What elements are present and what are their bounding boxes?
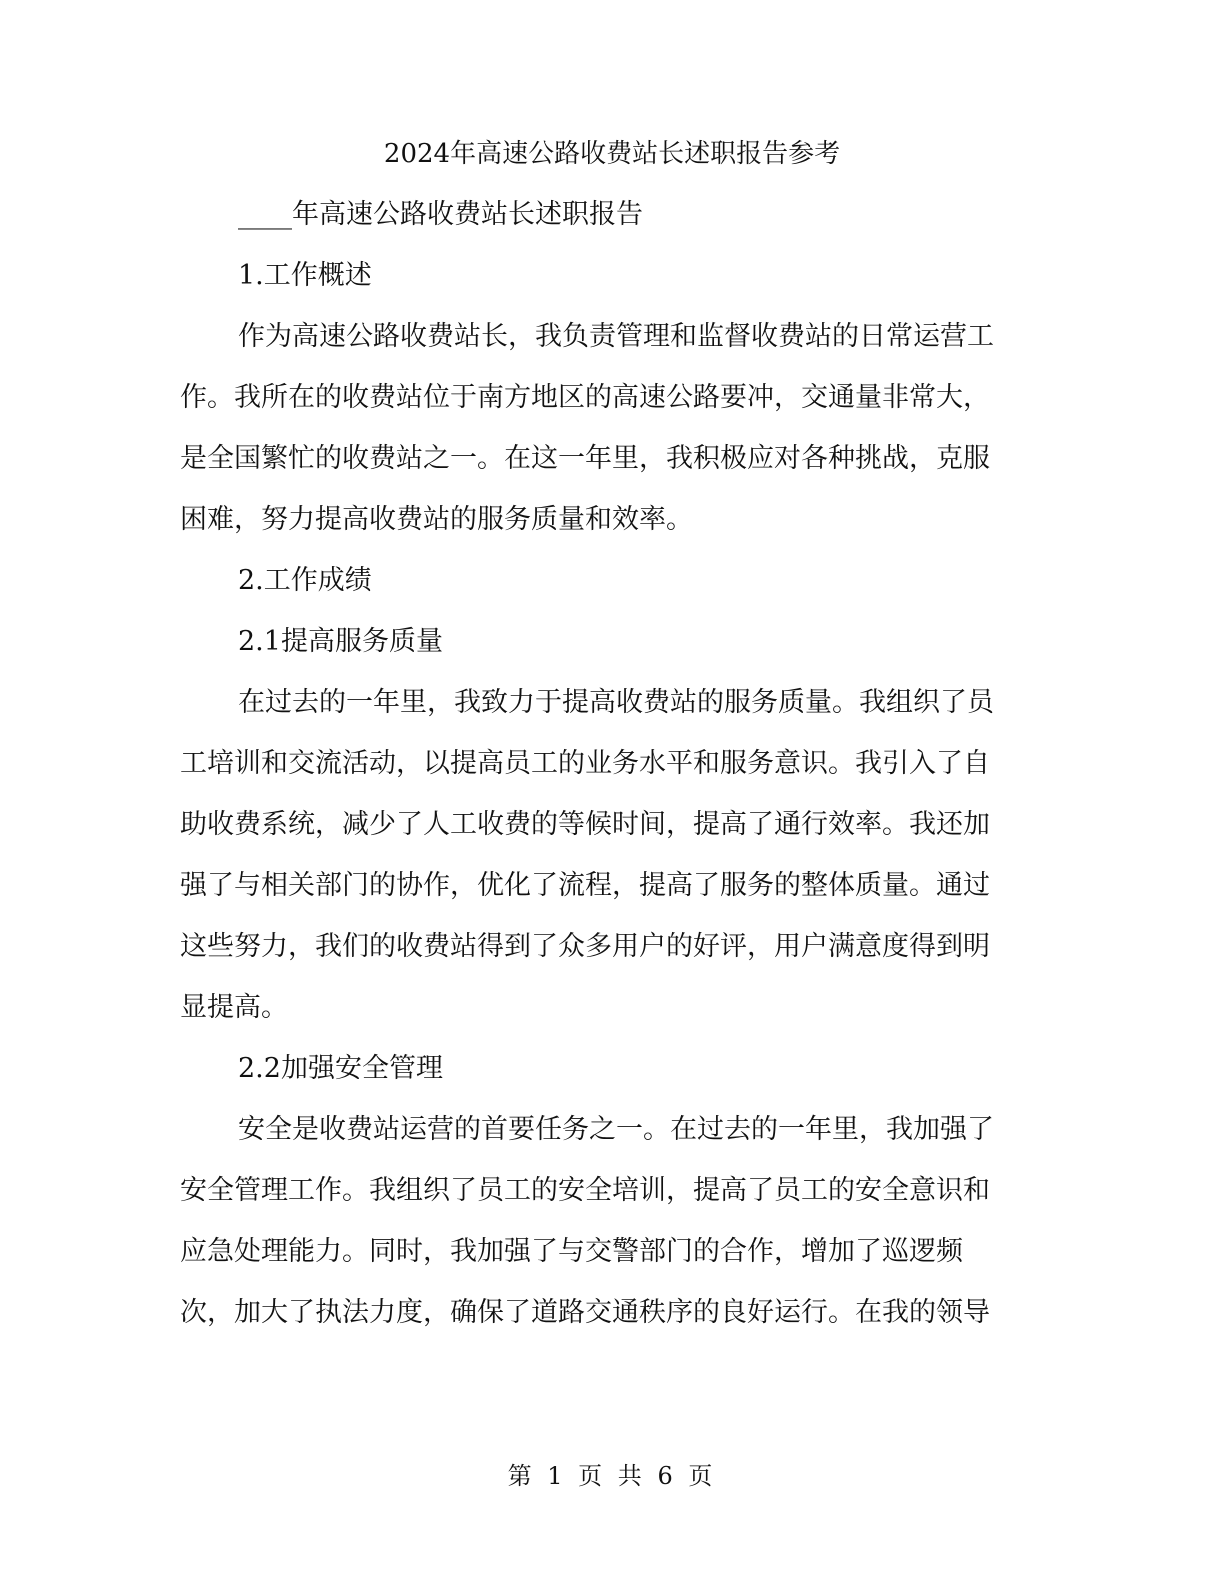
paragraph-line: 强了与相关部门的协作，优化了流程，提高了服务的整体质量。通过: [180, 870, 990, 901]
paragraph-line: 在过去的一年里，我致力于提高收费站的服务质量。我组织了员: [238, 687, 994, 718]
paragraph-line: 次，加大了执法力度，确保了道路交通秩序的良好运行。在我的领导: [180, 1297, 990, 1328]
paragraph-line: 工培训和交流活动，以提高员工的业务水平和服务意识。我引入了自: [180, 748, 990, 779]
paragraph-service-quality: [180, 682, 1020, 1028]
paragraph-line: 安全管理工作。我组织了员工的安全培训，提高了员工的安全意识和: [180, 1175, 990, 1206]
paragraph-line: 安全是收费站运营的首要任务之一。在过去的一年里，我加强了: [238, 1114, 994, 1145]
page-footer: 第 1 页 共 6 页: [507, 1462, 717, 1490]
paragraph-line: 作。我所在的收费站位于南方地区的高速公路要冲，交通量非常大，: [180, 382, 990, 413]
paragraph-safety-management: [180, 1109, 1020, 1333]
section-heading-2: 2.工作成绩: [238, 565, 372, 596]
section-heading-1: 1.工作概述: [238, 260, 372, 291]
paragraph-line: 助收费系统，减少了人工收费的等候时间，提高了通行效率。我还加: [180, 809, 990, 840]
paragraph-line: 是全国繁忙的收费站之一。在这一年里，我积极应对各种挑战，克服: [180, 443, 990, 474]
paragraph-line: 显提高。: [180, 992, 288, 1023]
report-subtitle: ____年高速公路收费站长述职报告: [238, 199, 643, 230]
document-body: [180, 194, 1020, 1353]
section-heading-2-2: 2.2加强安全管理: [238, 1053, 443, 1084]
paragraph-line: 这些努力，我们的收费站得到了众多用户的好评，用户满意度得到明: [180, 931, 990, 962]
paragraph-line: 困难，努力提高收费站的服务质量和效率。: [180, 504, 693, 535]
paragraph-work-overview: [180, 316, 1020, 540]
document-title: 2024年高速公路收费站长述职报告参考: [383, 139, 841, 169]
section-heading-2-1: 2.1提高服务质量: [238, 626, 443, 657]
paragraph-line: 作为高速公路收费站长，我负责管理和监督收费站的日常运营工: [238, 321, 994, 352]
paragraph-line: 应急处理能力。同时，我加强了与交警部门的合作，增加了巡逻频: [180, 1236, 963, 1267]
